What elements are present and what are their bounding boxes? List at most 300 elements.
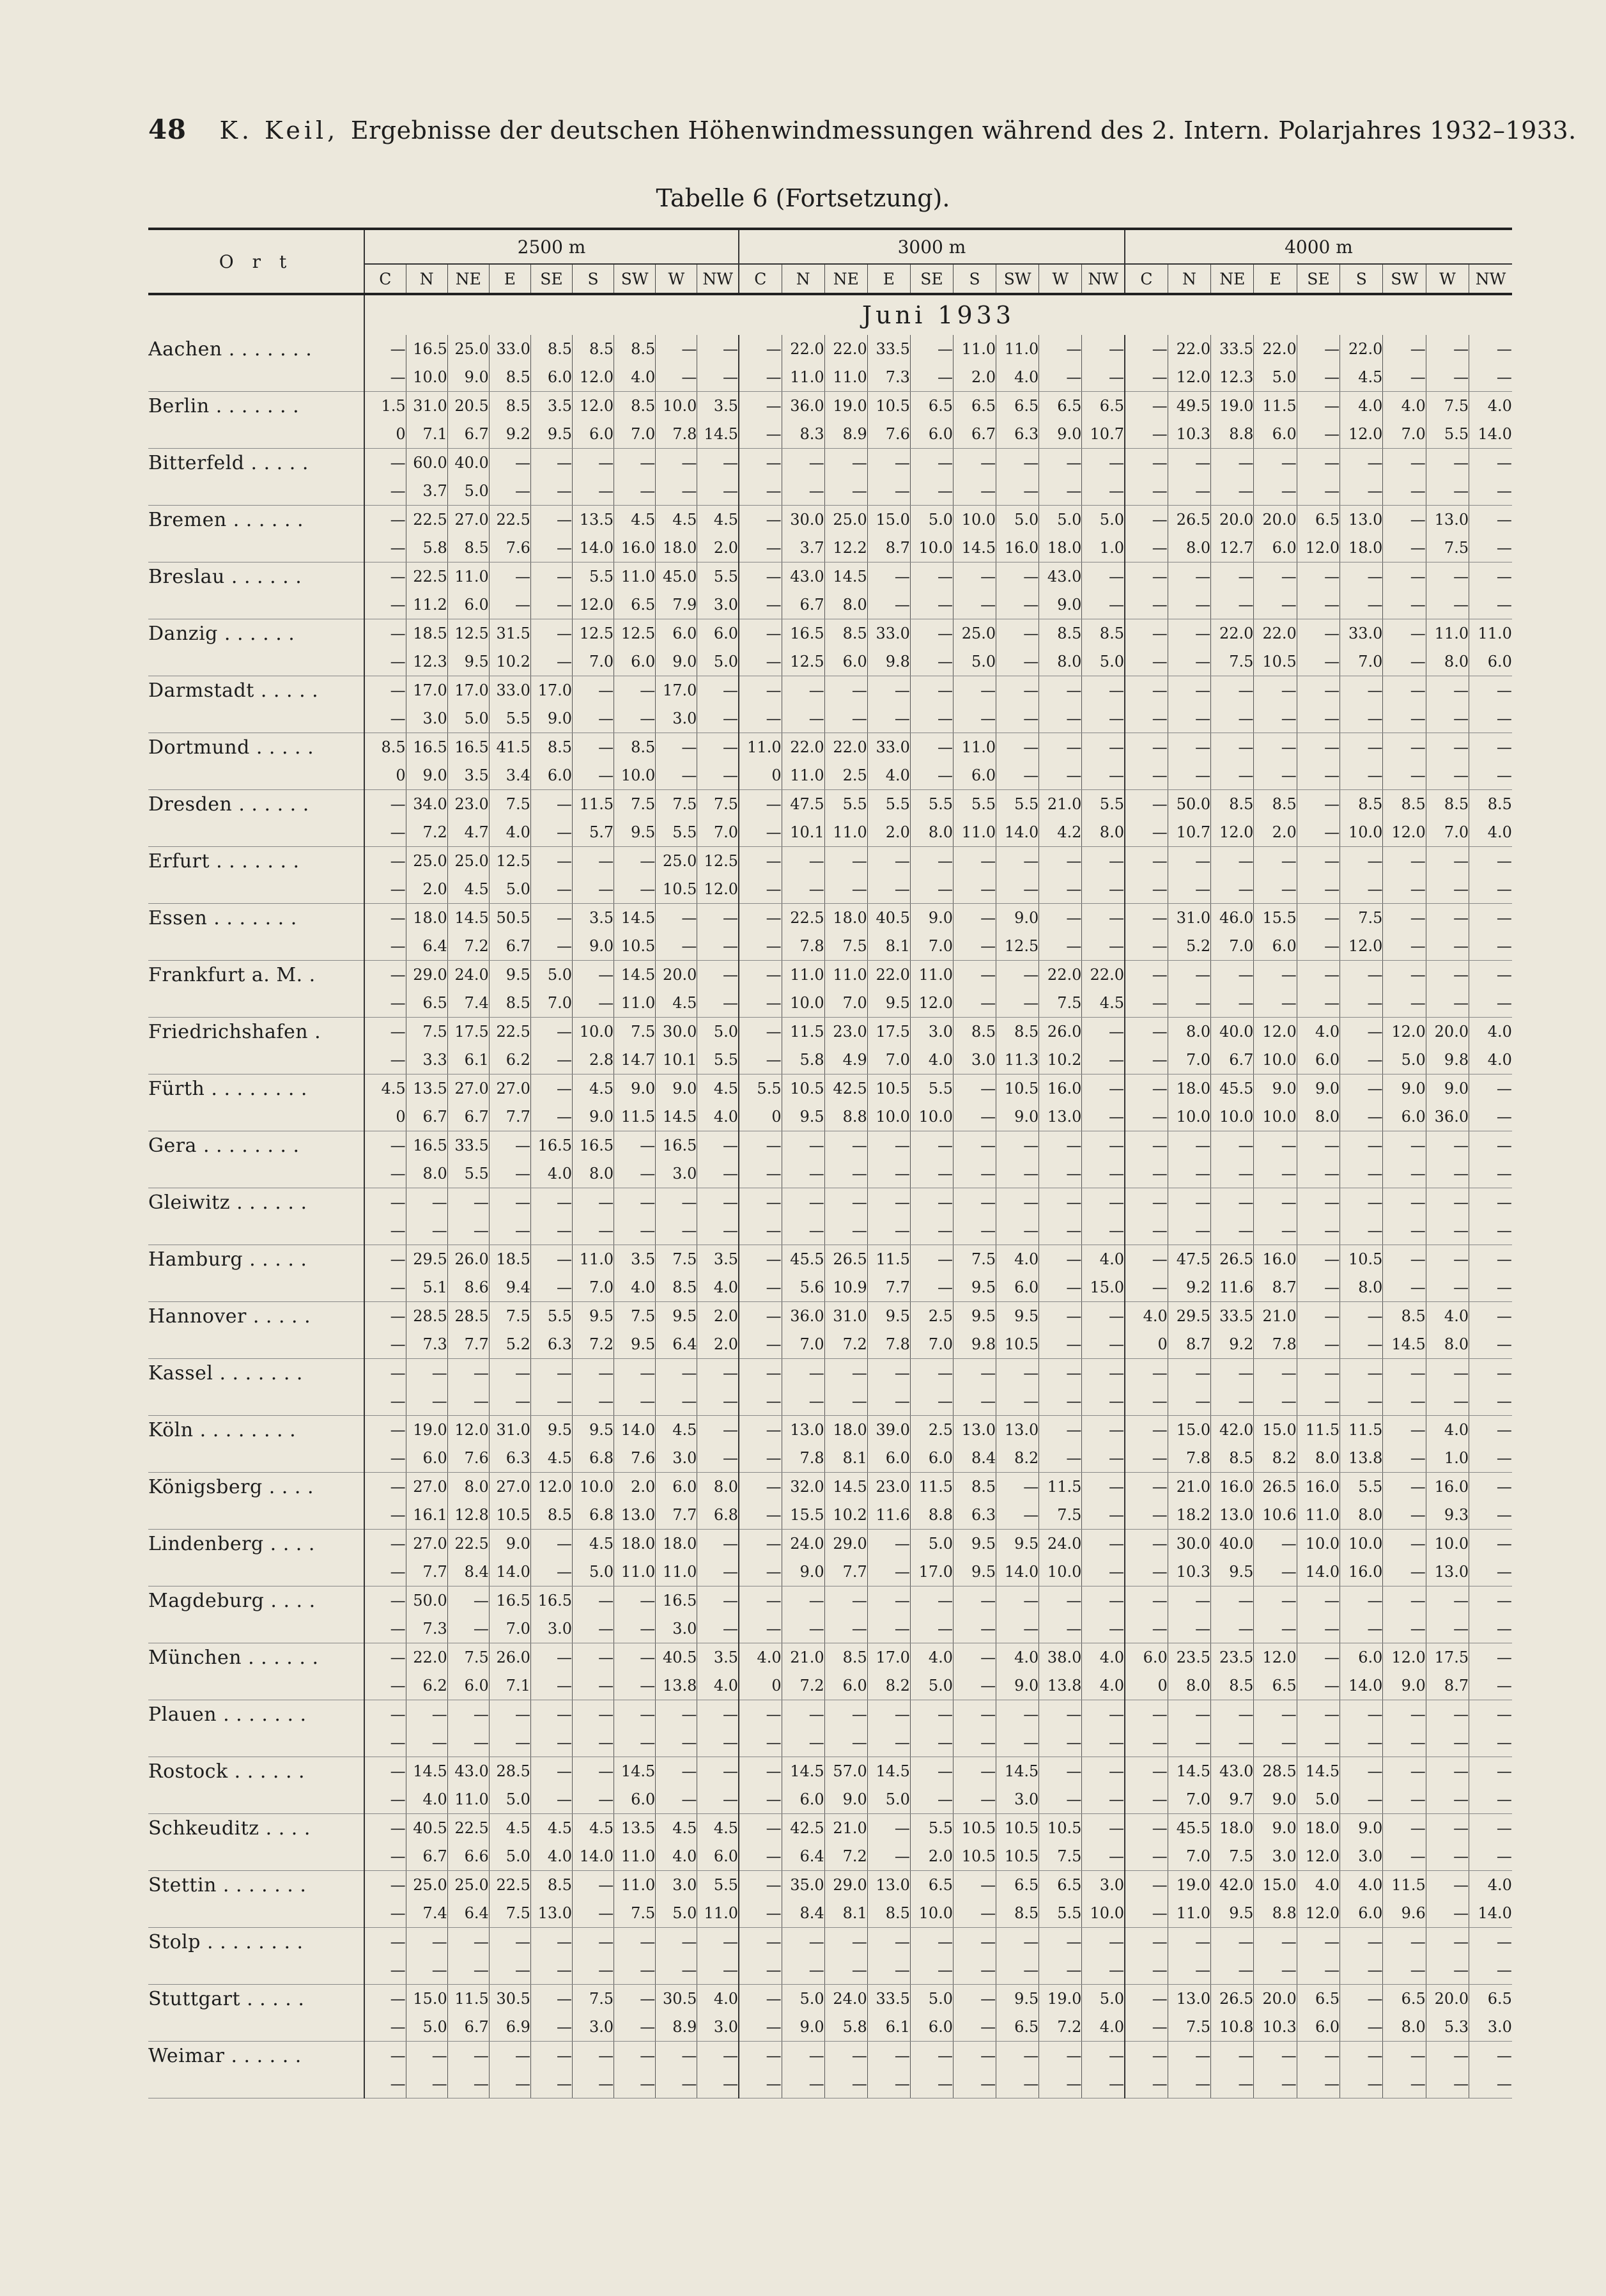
table-cell: 8.5 xyxy=(1211,790,1254,819)
table-cell: 29.0 xyxy=(406,961,447,989)
table-cell: — xyxy=(996,1131,1039,1160)
direction-header: W xyxy=(1426,264,1469,294)
table-cell: — xyxy=(1039,1160,1082,1188)
table-cell: — xyxy=(1426,1899,1469,1928)
table-cell: 4.5 xyxy=(447,875,489,904)
table-cell: — xyxy=(406,2042,447,2070)
table-cell: — xyxy=(1340,1586,1383,1615)
table-cell: — xyxy=(910,477,953,506)
table-cell: 10.3 xyxy=(1168,1558,1210,1586)
table-cell: 31.0 xyxy=(406,392,447,421)
table-cell: — xyxy=(782,1359,824,1388)
table-cell: 8.4 xyxy=(782,1899,824,1928)
table-row xyxy=(148,1558,1512,1586)
table-cell: 26.0 xyxy=(1039,1018,1082,1046)
table-cell: — xyxy=(996,1188,1039,1217)
table-cell: 12.5 xyxy=(447,619,489,648)
table-cell: — xyxy=(824,1928,867,1957)
table-cell: — xyxy=(1297,2042,1340,2070)
table-cell: 20.0 xyxy=(656,961,697,989)
table-cell: — xyxy=(1469,1956,1512,1985)
table-cell: 12.0 xyxy=(1383,1018,1426,1046)
table-cell: — xyxy=(1426,1359,1469,1388)
table-cell: 8.8 xyxy=(1211,420,1254,449)
table-cell: — xyxy=(1383,761,1426,790)
table-cell: — xyxy=(1039,1928,1082,1957)
table-cell: — xyxy=(910,2070,953,2098)
table-cell: 11.0 xyxy=(614,562,656,591)
table-row xyxy=(148,1103,1512,1131)
table-cell: — xyxy=(910,1188,953,1217)
table-row xyxy=(148,562,1512,591)
table-cell: — xyxy=(1383,1700,1426,1729)
table-cell: 45.5 xyxy=(782,1245,824,1274)
table-cell: — xyxy=(364,363,406,392)
table-cell: — xyxy=(1383,363,1426,392)
table-cell: 2.5 xyxy=(910,1302,953,1331)
table-cell: — xyxy=(996,1501,1039,1530)
table-cell: — xyxy=(614,1131,656,1160)
station-name: Aachen . . . . . . . xyxy=(148,337,313,361)
table-cell: — xyxy=(1039,733,1082,762)
table-cell: — xyxy=(1340,2013,1383,2042)
table-cell: 6.0 xyxy=(1254,932,1297,961)
table-cell: 11.0 xyxy=(447,562,489,591)
table-cell: 14.5 xyxy=(614,1757,656,1786)
table-cell: — xyxy=(364,1785,406,1814)
table-cell: — xyxy=(697,1558,739,1586)
table-cell: 10.5 xyxy=(489,1501,530,1530)
table-cell: 7.3 xyxy=(406,1330,447,1359)
page-number: 48 xyxy=(148,114,187,145)
table-cell: 5.5 xyxy=(739,1074,782,1103)
table-cell: — xyxy=(996,619,1039,648)
table-cell: 14.0 xyxy=(1469,420,1512,449)
table-cell: 5.6 xyxy=(782,1273,824,1302)
table-cell: 8.7 xyxy=(1254,1273,1297,1302)
table-cell: 12.0 xyxy=(1211,818,1254,847)
table-cell: — xyxy=(614,1359,656,1388)
table-cell: 9.0 xyxy=(1383,1074,1426,1103)
table-cell: 19.0 xyxy=(1211,392,1254,421)
table-cell: — xyxy=(1254,1359,1297,1388)
table-cell: 7.2 xyxy=(1039,2013,1082,2042)
table-cell: — xyxy=(739,1558,782,1586)
table-cell: — xyxy=(1469,2070,1512,2098)
table-cell: 8.5 xyxy=(530,733,572,762)
table-cell: 6.3 xyxy=(954,1501,996,1530)
table-cell: — xyxy=(1039,2042,1082,2070)
table-cell: — xyxy=(364,1188,406,1217)
table-cell: — xyxy=(996,1956,1039,1985)
table-cell: — xyxy=(739,648,782,676)
table-cell: 7.1 xyxy=(489,1672,530,1700)
table-cell: 6.5 xyxy=(996,1871,1039,1900)
table-cell: — xyxy=(739,961,782,989)
table-cell: 6.0 xyxy=(910,1444,953,1473)
table-cell: 5.0 xyxy=(489,1842,530,1871)
table-cell: 6.5 xyxy=(1469,1985,1512,2013)
table-cell: — xyxy=(782,1928,824,1957)
table-cell: 3.0 xyxy=(656,1615,697,1643)
table-cell: 8.5 xyxy=(954,1473,996,1501)
table-cell: 14.0 xyxy=(996,1558,1039,1586)
table-cell: — xyxy=(1082,2042,1125,2070)
table-cell: 28.5 xyxy=(447,1302,489,1331)
table-row xyxy=(148,1928,1512,1957)
table-cell: 4.5 xyxy=(656,989,697,1018)
table-cell: — xyxy=(489,1188,530,1217)
table-cell: — xyxy=(364,1871,406,1900)
table-cell: 22.5 xyxy=(447,1530,489,1558)
table-cell: 3.5 xyxy=(447,761,489,790)
table-cell: — xyxy=(1254,1928,1297,1957)
table-cell: — xyxy=(1125,1785,1168,1814)
table-cell: 6.2 xyxy=(406,1672,447,1700)
table-cell: 11.5 xyxy=(1254,392,1297,421)
table-cell: — xyxy=(1082,1359,1125,1388)
table-cell: — xyxy=(996,676,1039,705)
table-cell: — xyxy=(1297,704,1340,733)
table-cell: 11.0 xyxy=(954,335,996,363)
table-cell: 8.2 xyxy=(1254,1444,1297,1473)
table-cell: — xyxy=(739,1899,782,1928)
table-cell: — xyxy=(1297,363,1340,392)
table-row xyxy=(148,818,1512,847)
table-cell: — xyxy=(364,1615,406,1643)
table-cell: — xyxy=(1340,1074,1383,1103)
table-cell: — xyxy=(1469,1700,1512,1729)
table-cell: 11.0 xyxy=(614,1842,656,1871)
table-cell: — xyxy=(1254,676,1297,705)
table-cell: 3.0 xyxy=(656,1871,697,1900)
table-cell: — xyxy=(996,704,1039,733)
table-cell: — xyxy=(867,1160,910,1188)
table-cell: — xyxy=(1125,989,1168,1018)
table-cell: — xyxy=(1426,1728,1469,1757)
table-cell: — xyxy=(867,2042,910,2070)
table-cell: 9.5 xyxy=(782,1103,824,1131)
table-cell: 7.0 xyxy=(1426,818,1469,847)
table-cell: — xyxy=(867,847,910,876)
table-cell: 9.5 xyxy=(530,420,572,449)
table-cell: — xyxy=(447,2070,489,2098)
table-cell: 14.5 xyxy=(1168,1757,1210,1786)
table-cell: — xyxy=(910,335,953,363)
station-name: Erfurt . . . . . . . xyxy=(148,849,300,873)
table-row xyxy=(148,2070,1512,2098)
table-cell: — xyxy=(1168,477,1210,506)
table-row xyxy=(148,363,1512,392)
table-cell: 40.0 xyxy=(447,449,489,477)
table-cell: — xyxy=(697,1444,739,1473)
table-cell: — xyxy=(1211,1728,1254,1757)
table-cell: 9.0 xyxy=(573,1103,614,1131)
table-cell: — xyxy=(1082,1558,1125,1586)
table-cell: 9.5 xyxy=(867,1302,910,1331)
table-cell: 23.0 xyxy=(824,1018,867,1046)
table-cell: — xyxy=(1082,1018,1125,1046)
table-cell: — xyxy=(739,1046,782,1074)
table-cell: 7.5 xyxy=(697,790,739,819)
table-cell: — xyxy=(1383,1814,1426,1843)
table-cell: — xyxy=(364,562,406,591)
table-cell: — xyxy=(824,1131,867,1160)
table-cell: 10.5 xyxy=(996,1842,1039,1871)
table-cell: 31.0 xyxy=(824,1302,867,1331)
table-cell: — xyxy=(573,1615,614,1643)
table-cell: 12.5 xyxy=(996,932,1039,961)
table-cell: 6.2 xyxy=(489,1046,530,1074)
table-cell: — xyxy=(1383,704,1426,733)
table-cell: 11.5 xyxy=(447,1985,489,2013)
table-cell: 11.0 xyxy=(824,363,867,392)
table-cell: — xyxy=(824,847,867,876)
table-cell: — xyxy=(1426,1928,1469,1957)
table-cell: — xyxy=(1211,477,1254,506)
table-row xyxy=(148,1615,1512,1643)
table-cell: 8.5 xyxy=(573,335,614,363)
table-cell: — xyxy=(1340,1785,1383,1814)
table-cell: — xyxy=(1039,704,1082,733)
table-cell: 14.5 xyxy=(954,534,996,562)
table-cell: 2.0 xyxy=(867,818,910,847)
table-cell: 6.1 xyxy=(867,2013,910,2042)
table-cell: — xyxy=(1340,1103,1383,1131)
table-cell: 6.0 xyxy=(447,1672,489,1700)
table-cell: 33.0 xyxy=(1340,619,1383,648)
table-cell: 16.0 xyxy=(1039,1074,1082,1103)
table-cell: — xyxy=(489,477,530,506)
table-cell: — xyxy=(447,1615,489,1643)
table-cell: — xyxy=(1469,1103,1512,1131)
table-cell: — xyxy=(867,704,910,733)
table-cell: — xyxy=(954,704,996,733)
table-cell: — xyxy=(1125,1416,1168,1445)
table-cell: 6.5 xyxy=(910,1871,953,1900)
table-cell: — xyxy=(867,875,910,904)
table-cell: 5.0 xyxy=(910,1672,953,1700)
table-cell: — xyxy=(406,1216,447,1245)
table-cell: — xyxy=(1297,1956,1340,1985)
table-cell: — xyxy=(1125,1273,1168,1302)
table-cell: — xyxy=(739,477,782,506)
table-cell: 36.0 xyxy=(782,392,824,421)
table-cell: — xyxy=(447,1956,489,1985)
table-cell: — xyxy=(1125,1615,1168,1643)
table-cell: — xyxy=(782,449,824,477)
table-cell: 10.5 xyxy=(867,392,910,421)
table-cell: — xyxy=(530,1387,572,1416)
table-cell: — xyxy=(1426,904,1469,933)
table-cell: — xyxy=(573,449,614,477)
table-cell: 7.0 xyxy=(573,648,614,676)
table-cell: — xyxy=(1082,1302,1125,1331)
table-cell: — xyxy=(739,2070,782,2098)
table-cell: 22.0 xyxy=(867,961,910,989)
table-cell: — xyxy=(1168,449,1210,477)
table-cell: — xyxy=(996,733,1039,762)
table-cell: — xyxy=(910,875,953,904)
station-name: Gleiwitz . . . . . . xyxy=(148,1191,307,1214)
table-row xyxy=(148,506,1512,534)
table-cell: 7.7 xyxy=(489,1103,530,1131)
table-cell: 9.5 xyxy=(656,1302,697,1331)
table-cell: — xyxy=(1469,591,1512,619)
table-cell: — xyxy=(1082,1842,1125,1871)
table-cell: — xyxy=(867,2070,910,2098)
table-cell: 11.5 xyxy=(1383,1871,1426,1900)
table-cell: 15.0 xyxy=(1254,1871,1297,1900)
table-cell: — xyxy=(406,1387,447,1416)
table-cell: — xyxy=(697,1785,739,1814)
table-cell: 19.0 xyxy=(1168,1871,1210,1900)
table-cell: 4.0 xyxy=(1082,1643,1125,1672)
table-cell: — xyxy=(697,676,739,705)
table-row xyxy=(148,1018,1512,1046)
table-cell: — xyxy=(1426,1785,1469,1814)
table-cell: — xyxy=(364,1216,406,1245)
table-cell: 15.5 xyxy=(1254,904,1297,933)
table-cell: — xyxy=(1383,335,1426,363)
table-cell: — xyxy=(739,1985,782,2013)
direction-header: NW xyxy=(697,264,739,294)
table-cell: — xyxy=(739,1785,782,1814)
table-cell: — xyxy=(1254,1728,1297,1757)
table-cell: 33.5 xyxy=(1211,1302,1254,1331)
table-cell: — xyxy=(1426,932,1469,961)
table-cell: 6.7 xyxy=(447,1103,489,1131)
table-cell: — xyxy=(782,477,824,506)
table-row xyxy=(148,449,1512,477)
table-cell: — xyxy=(867,1387,910,1416)
author: K. Keil, xyxy=(219,116,339,144)
table-cell: 8.9 xyxy=(656,2013,697,2042)
table-cell: 7.6 xyxy=(614,1444,656,1473)
table-cell: — xyxy=(573,1672,614,1700)
table-cell: 8.2 xyxy=(996,1444,1039,1473)
table-cell: — xyxy=(1340,477,1383,506)
table-cell: 8.0 xyxy=(1039,648,1082,676)
table-cell: — xyxy=(824,1188,867,1217)
direction-header: SW xyxy=(614,264,656,294)
table-cell: 12.5 xyxy=(573,619,614,648)
table-cell: — xyxy=(1426,704,1469,733)
table-cell: — xyxy=(1125,961,1168,989)
table-cell: 8.5 xyxy=(1426,790,1469,819)
direction-header: NW xyxy=(1469,264,1512,294)
table-cell: — xyxy=(996,1216,1039,1245)
table-cell: — xyxy=(1254,989,1297,1018)
table-cell: — xyxy=(697,1928,739,1957)
table-cell: — xyxy=(1297,1160,1340,1188)
table-cell: 50.0 xyxy=(1168,790,1210,819)
table-cell: — xyxy=(1125,676,1168,705)
table-cell: 22.5 xyxy=(782,904,824,933)
table-cell: 6.0 xyxy=(530,363,572,392)
table-cell: — xyxy=(406,1728,447,1757)
table-cell: — xyxy=(1297,648,1340,676)
table-cell: — xyxy=(954,562,996,591)
table-cell: — xyxy=(910,1216,953,1245)
table-cell: — xyxy=(1125,619,1168,648)
table-cell: — xyxy=(697,2070,739,2098)
table-cell: 29.5 xyxy=(406,1245,447,1274)
table-cell: 4.0 xyxy=(1469,392,1512,421)
table-cell: 5.0 xyxy=(573,1558,614,1586)
table-cell: — xyxy=(1297,392,1340,421)
table-cell: — xyxy=(1426,562,1469,591)
table-cell: — xyxy=(1125,648,1168,676)
table-cell: — xyxy=(1469,1785,1512,1814)
table-cell: 10.0 xyxy=(910,1899,953,1928)
table-cell: 7.8 xyxy=(782,932,824,961)
table-cell: 11.0 xyxy=(573,1245,614,1274)
table-cell: 5.5 xyxy=(697,562,739,591)
table-cell: — xyxy=(697,961,739,989)
table-cell: 4.0 xyxy=(1297,1018,1340,1046)
table-cell: 40.0 xyxy=(1211,1530,1254,1558)
table-cell: 5.0 xyxy=(1383,1046,1426,1074)
table-cell: — xyxy=(1254,477,1297,506)
table-cell: — xyxy=(1426,363,1469,392)
table-cell: 5.5 xyxy=(910,790,953,819)
table-cell: 36.0 xyxy=(782,1302,824,1331)
table-cell: — xyxy=(996,2042,1039,2070)
table-cell: — xyxy=(1039,1956,1082,1985)
table-cell: — xyxy=(739,1473,782,1501)
table-cell: — xyxy=(1211,1131,1254,1160)
table-row xyxy=(148,989,1512,1018)
table-cell: — xyxy=(1340,1188,1383,1217)
table-cell: — xyxy=(1254,449,1297,477)
table-cell: — xyxy=(1469,1160,1512,1188)
table-cell: — xyxy=(1297,1359,1340,1388)
table-cell: 10.3 xyxy=(1168,420,1210,449)
table-cell: 26.0 xyxy=(447,1245,489,1274)
table-cell: — xyxy=(1039,1330,1082,1359)
table-cell: — xyxy=(1168,676,1210,705)
table-cell: — xyxy=(1469,904,1512,933)
table-cell: 10.5 xyxy=(656,875,697,904)
table-cell: — xyxy=(573,1387,614,1416)
table-cell: — xyxy=(1469,449,1512,477)
table-cell: 6.3 xyxy=(996,420,1039,449)
table-cell: 12.0 xyxy=(1297,1899,1340,1928)
table-cell: 11.0 xyxy=(1168,1899,1210,1928)
table-cell: — xyxy=(364,1416,406,1445)
table-cell: — xyxy=(1297,335,1340,363)
table-cell: — xyxy=(1469,1074,1512,1103)
table-cell: 3.0 xyxy=(996,1785,1039,1814)
table-cell: — xyxy=(656,1956,697,1985)
table-cell: 18.0 xyxy=(824,1416,867,1445)
table-cell: — xyxy=(996,1928,1039,1957)
table-cell: — xyxy=(489,562,530,591)
table-cell: 18.0 xyxy=(406,904,447,933)
station-name: Königsberg . . . . xyxy=(148,1475,314,1498)
table-cell: — xyxy=(1168,733,1210,762)
table-cell: 13.8 xyxy=(656,1672,697,1700)
table-cell: 40.0 xyxy=(1211,1018,1254,1046)
table-cell: — xyxy=(1426,1216,1469,1245)
table-cell: — xyxy=(782,704,824,733)
table-cell: 11.6 xyxy=(867,1501,910,1530)
table-cell: — xyxy=(739,676,782,705)
table-cell: — xyxy=(954,1074,996,1103)
table-cell: 5.5 xyxy=(573,562,614,591)
table-cell: 7.5 xyxy=(1211,648,1254,676)
